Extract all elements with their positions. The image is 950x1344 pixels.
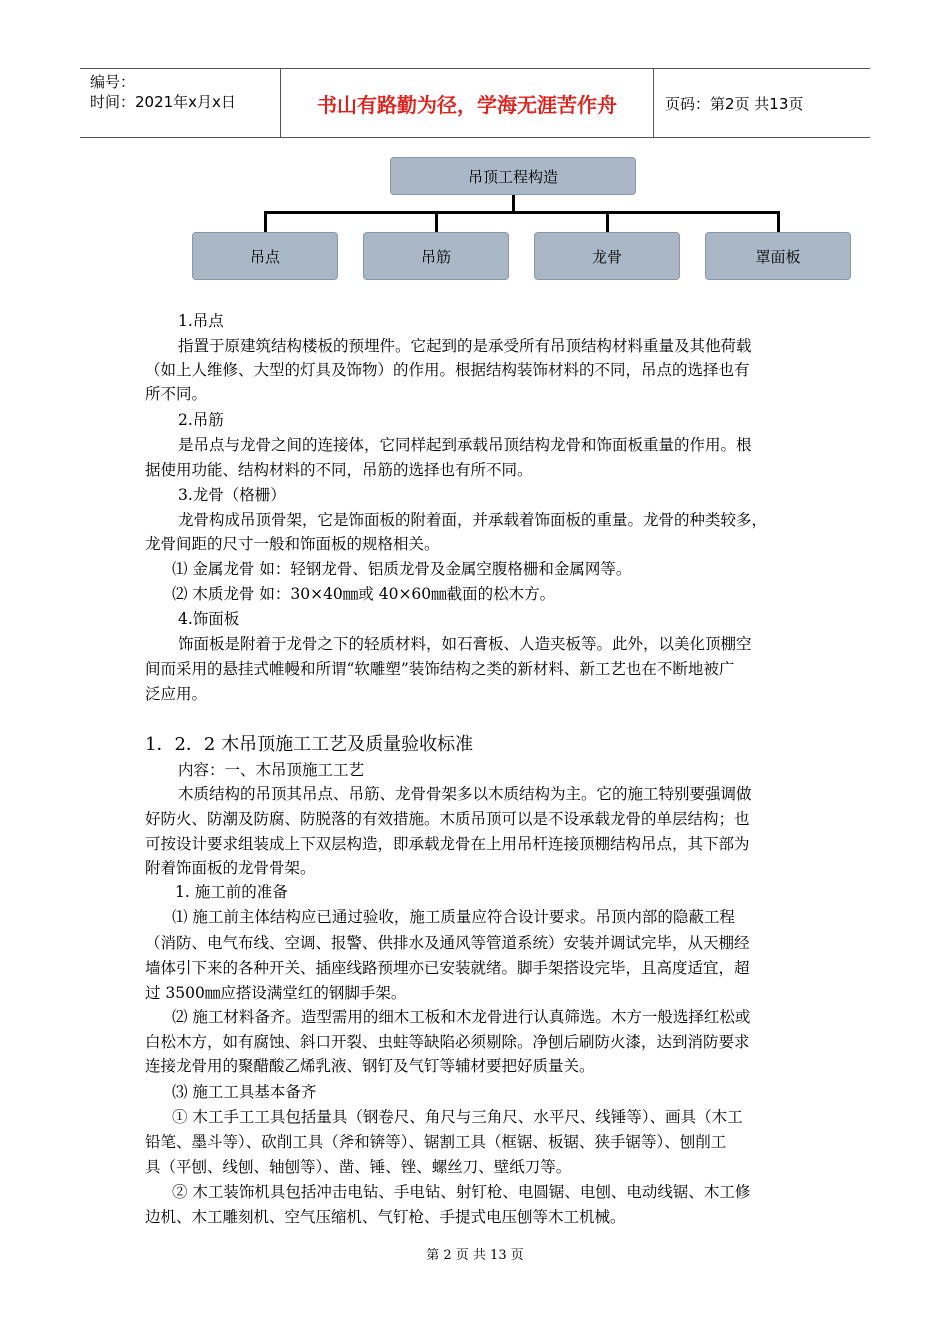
paragraph-line: 指置于原建筑结构楼板的预埋件。它起到的是承受所有吊顶结构材料重量及其他荷载 [178,337,752,355]
paragraph-line: ⑵ 施工材料备齐。造型需用的细木工板和木龙骨进行认真筛选。木方一般选择红松或 [172,1008,751,1026]
diagram-connector [777,211,780,232]
paragraph-line: 铅笔、墨斗等）、砍削工具（斧和锛等）、锯割工具（框锯、板锯、狭手锯等）、刨削工 [145,1133,727,1151]
paragraph-line: 边机、木工雕刻机、空气压缩机、气钉枪、手提式电压刨等木工机械。 [145,1208,626,1226]
section-title: 4.饰面板 [178,610,240,628]
paragraph-line: 木质结构的吊顶其吊点、吊筋、龙骨骨架多以木质结构为主。它的施工特别要强调做 [178,785,752,803]
header-page-info: 页码：第2页 共13页 [665,94,804,113]
header-meta [80,69,280,137]
subsection-title: 1. 施工前的准备 [175,883,288,901]
paragraph-line: （如上人维修、大型的灯具及饰物）的作用。根据结构装饰材料的不同，吊点的选择也有 [145,361,750,379]
diagram-node-hanging-point: 吊点 [192,232,338,280]
date-line: 时间：2021年x月x日 [90,93,236,111]
paragraph-line: 所不同。 [145,385,208,403]
paragraph-line: ⑴ 施工前主体结构应已通过验收，施工质量应符合设计要求。吊顶内部的隐蔽工程 [172,908,735,926]
paragraph-line: 泛应用。 [145,685,208,703]
paragraph-line: 墙体引下来的各种开关、插座线路预埋亦已安装就绪。脚手架搭设完毕，且高度适宜，超 [145,959,750,977]
list-item: ⑵ 木质龙骨 如：30×40㎜或 40×60㎜截面的松木方。 [172,585,556,603]
paragraph-line: 龙骨构成吊顶骨架，它是饰面板的附着面，并承载着饰面板的重量。龙骨的种类较多， [178,511,768,529]
list-item: ⑶ 施工工具基本备齐 [172,1083,317,1101]
paragraph-line: 间而采用的悬挂式帷幔和所谓“软雕塑”装饰结构之类的新材料、新工艺也在不断地被广 [145,660,735,678]
paragraph-line: 龙骨间距的尺寸一般和饰面板的规格相关。 [145,535,440,553]
page-header [80,68,870,138]
diagram-connector [435,211,438,232]
content-intro: 内容：一、木吊顶施工工艺 [178,761,365,779]
paragraph-line: 白松木方，如有腐蚀、斜口开裂、虫蛀等缺陷必须剔除。净刨后刷防火漆，达到消防要求 [145,1033,750,1051]
diagram-connector [264,211,780,214]
paragraph-line: 可按设计要求组装成上下双层构造，即承载龙骨在上用吊杆连接顶棚结构吊点，其下部为 [145,835,750,853]
paragraph-line: （消防、电气布线、空调、报警、供排水及通风等管道系统）安装并调试完毕，从天棚经 [145,934,750,952]
section-title: 3.龙骨（格栅） [178,486,286,504]
diagram-connector [606,211,609,232]
paragraph-line: 是吊点与龙骨之间的连接体，它同样起到承载吊顶结构龙骨和饰面板重量的作用。根 [178,436,752,454]
diagram-node-hanger-rod: 吊筋 [363,232,509,280]
paragraph-line: 据使用功能、结构材料的不同，吊筋的选择也有所不同。 [145,461,533,479]
paragraph-line: 连接龙骨用的聚醋酸乙烯乳液、钢钉及气钉等辅材要把好质量关。 [145,1057,595,1075]
header-motto: 书山有路勤为径，学海无涯苦作舟 [280,69,654,137]
paragraph-line: 饰面板是附着于龙骨之下的轻质材料，如石膏板、人造夹板等。此外，以美化顶棚空 [178,635,752,653]
diagram-root-node: 吊顶工程构造 [390,157,636,195]
diagram-connector [264,211,267,232]
diagram-node-keel: 龙骨 [534,232,680,280]
paragraph-line: 具（平刨、线刨、轴刨等）、凿、锤、锉、螺丝刀、壁纸刀等。 [145,1158,572,1176]
section-heading: 1．2．2 木吊顶施工工艺及质量验收标准 [145,734,474,755]
page-footer: 第 2 页 共 13 页 [426,1248,524,1263]
number-label: 编号： [90,73,136,91]
paragraph-line: 好防火、防潮及防腐、防脱落的有效措施。木质吊顶可以是不设承载龙骨的单层结构；也 [145,810,750,828]
paragraph-line: ① 木工手工工具包括量具（钢卷尺、角尺与三角尺、水平尺、线锤等）、画具（木工 [172,1108,743,1126]
diagram-node-cover-panel: 罩面板 [705,232,851,280]
paragraph-line: ② 木工装饰机具包括冲击电钻、手电钻、射钉枪、电圆锯、电刨、电动线锯、木工修 [172,1183,751,1201]
list-item: ⑴ 金属龙骨 如：轻钢龙骨、铝质龙骨及金属空腹格栅和金属网等。 [172,560,632,578]
paragraph-line: 过 3500㎜应搭设满堂红的钢脚手架。 [145,984,407,1002]
section-title: 2.吊筋 [178,411,224,429]
paragraph-line: 附着饰面板的龙骨骨架。 [145,859,316,877]
section-title: 1.吊点 [178,312,224,330]
